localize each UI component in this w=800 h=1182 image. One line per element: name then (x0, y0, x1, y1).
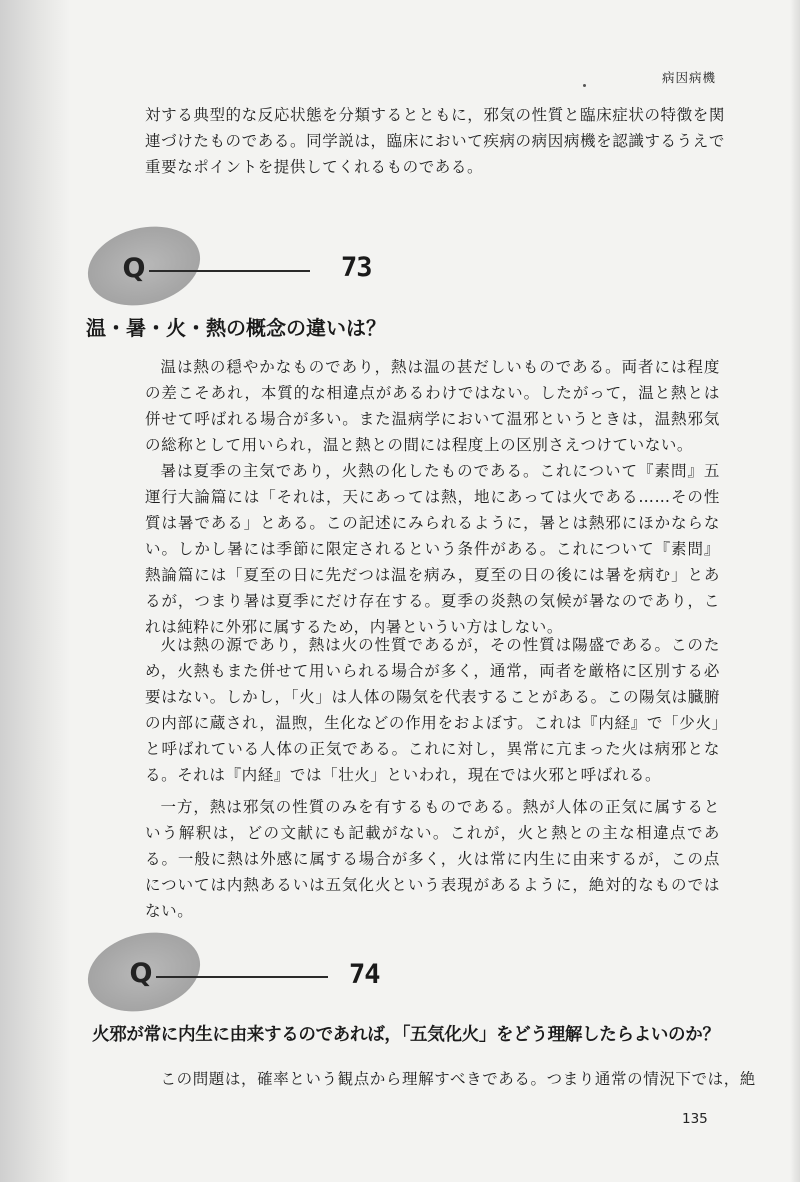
q73-paragraph-1: 温は熱の穏やかなものであり，熱は温の甚だしいものである。両者には程度の差こそあれ，本質的な相違点があるわけではない。したがって，温と熱とは併せて呼ばれる場合が多い。また温病学において温邪というときは，温熱邪気の総称として用いられ，温と熱との間には程度上の区別さえつけていない。 (145, 358, 720, 454)
badge-rule-line (156, 976, 328, 978)
badge-rule-line (149, 270, 310, 272)
question-number: 73 (341, 252, 372, 283)
print-speck (583, 84, 586, 87)
q74-paragraph-1: この問題は，確率という観点から理解すべきである。つまり通常の情況下では，絶 (160, 1070, 756, 1088)
q73-paragraph-2: 暑は夏季の主気であり，火熱の化したものである。これについて『素問』五運行大論篇には「それは，天にあっては熱，地にあっては火である……その性質は暑である」とある。この記述にみられるように，暑とは熱邪にほかならない。しかし暑には季節に限定されるという条件がある。これについて『素問』熱論篇には「夏至の日に先だつは温を病み，夏至の日の後には暑を病む」とあるが，つまり暑は夏季にだけ存在する。夏季の炎熱の気候が暑なのであり，これは純粋に外邪に属するため，内暑というい方はしない。 (145, 462, 720, 636)
page-number: 135 (682, 1111, 708, 1127)
question-74-title: 火邪が常に内生に由来するのであれば，「五気化火」をどう理解したらよいのか？ (92, 1025, 720, 1045)
question-number: 74 (349, 959, 380, 990)
q73-paragraph-4: 一方，熱は邪気の性質のみを有するものである。熱が人体の正気に属するという解釈は，どの文献にも記載がない。これが，火と熱との主な相違点である。一般に熱は外感に属する場合が多く，火は常に内生に由来するが，この点については内熱あるいは五気化火という表現があるように，絶対的なものではない。 (145, 798, 720, 920)
page-edge-shadow (790, 0, 800, 1182)
q-letter: Q (129, 958, 153, 989)
intro-paragraph: 対する典型的な反応状態を分類するとともに，邪気の性質と臨床症状の特徴を関連づけたものである。同学説は，臨床において疾病の病因病機を認識するうえで重要なポイントを提供してくれるものである。 (145, 106, 725, 176)
running-header: 病因病機 (662, 70, 717, 85)
q73-paragraph-3: 火は熱の源であり，熱は火の性質であるが，その性質は陽盛である。このため，火熱もまた併せて用いられる場合が多く，通常，両者を厳格に区別する必要はない。しかし，「火」は人体の陽気を代表することがある。この陽気は臓腑の内部に蔵され，温煦，生化などの作用をおよぼす。これは『内経』で「少火」と呼ばれている人体の正気である。これに対し，異常に亢まった火は病邪となる。それは『内経』では「壮火」といわれ，現在では火邪と呼ばれる。 (145, 636, 720, 784)
book-gutter-shadow (0, 0, 70, 1182)
question-73-title: 温・暑・火・熱の概念の違いは？ (86, 316, 386, 340)
q-letter: Q (122, 253, 146, 284)
